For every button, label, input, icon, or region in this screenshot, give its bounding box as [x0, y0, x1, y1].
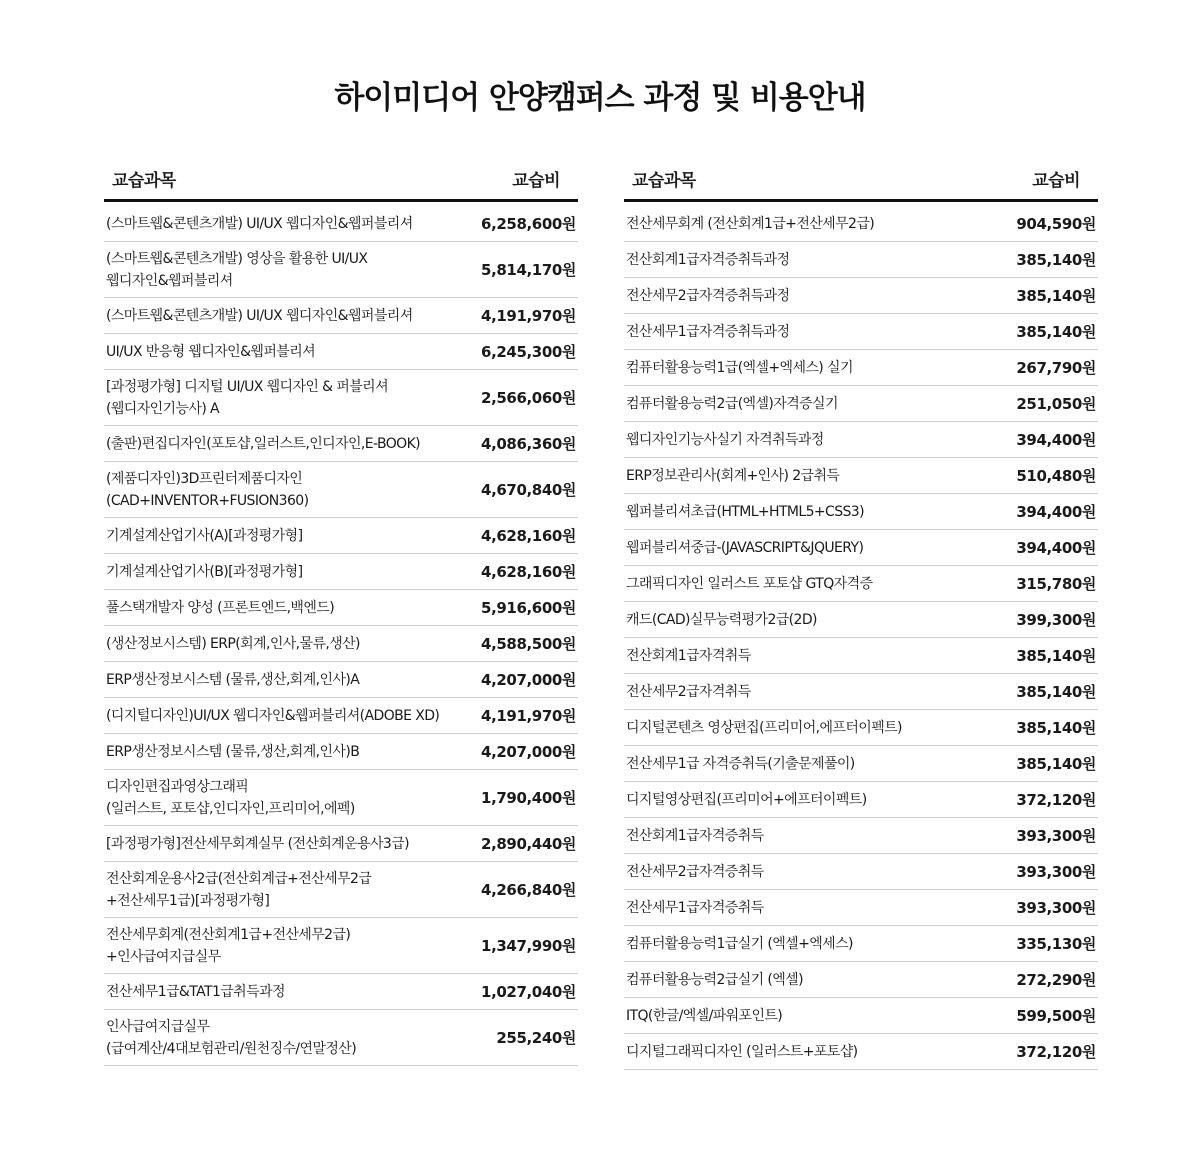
- table-row: [624, 278, 1098, 314]
- table-row: [104, 518, 578, 554]
- course-fee: 510,480원: [1016, 466, 1096, 485]
- table-row: [104, 918, 578, 974]
- course-fee: 315,780원: [1016, 574, 1096, 593]
- course-name: (디지털디자인)UI/UX 웹디자인&웹퍼블리셔(ADOBE XD): [106, 707, 440, 724]
- right-fee-table: [624, 162, 1098, 1070]
- course-name: 컴퓨터활용능력1급실기 (엑셀+엑세스): [626, 935, 853, 952]
- table-row: [104, 1010, 578, 1066]
- course-name: (출판)편집디자인(포토샵,일러스트,인디자인,E-BOOK): [106, 435, 421, 452]
- course-fee: 394,400원: [1016, 430, 1096, 449]
- course-name: 인사급여지급실무 (급여계산/4대보험관리/원천징수/연말정산): [106, 1018, 357, 1057]
- table-row: [624, 890, 1098, 926]
- course-fee: 4,628,160원: [481, 562, 576, 581]
- course-name: 전산회계1급자격증취득과정: [626, 251, 790, 268]
- course-fee: 385,140원: [1016, 286, 1096, 305]
- table-row: [104, 334, 578, 370]
- course-fee: 372,120원: [1016, 1042, 1096, 1061]
- table-row: [624, 926, 1098, 962]
- course-fee: 251,050원: [1016, 394, 1096, 413]
- fee-column-header: 교습비: [512, 171, 560, 191]
- table-row: [104, 862, 578, 918]
- table-row: [624, 854, 1098, 890]
- course-fee: 4,588,500원: [481, 634, 576, 653]
- table-row: [104, 554, 578, 590]
- table-row: [624, 206, 1098, 242]
- course-fee: 272,290원: [1016, 970, 1096, 989]
- table-row: [624, 818, 1098, 854]
- course-name: 기계설계산업기사(A)[과정평가형]: [106, 527, 303, 544]
- table-row: [104, 698, 578, 734]
- page-title: 하이미디어 안양캠퍼스 과정 및 비용안내: [334, 80, 866, 116]
- course-name: [과정평가형]전산세무회계실무 (전산회계운용사3급): [106, 835, 410, 852]
- course-name: UI/UX 반응형 웹디자인&웹퍼블리셔: [106, 343, 316, 360]
- course-fee: 4,191,970원: [481, 306, 576, 325]
- course-fee: 399,300원: [1016, 610, 1096, 629]
- table-row: [624, 710, 1098, 746]
- course-name: 전산회계운용사2급(전산회계급+전산세무2급 +전산세무1급)[과정평가형]: [106, 870, 372, 909]
- course-fee: 4,628,160원: [481, 526, 576, 545]
- fee-column-header: 교습비: [1032, 171, 1080, 191]
- course-name: 전산세무1급 자격증취득(기출문제풀이): [626, 755, 855, 772]
- course-name: (생산정보시스템) ERP(회계,인사,물류,생산): [106, 635, 360, 652]
- course-name: 디지털콘텐츠 영상편집(프리미어,에프터이펙트): [626, 719, 902, 736]
- course-name: 웹퍼블리셔초급(HTML+HTML5+CSS3): [626, 503, 864, 520]
- table-row: [624, 530, 1098, 566]
- course-name: 컴퓨터활용능력1급(엑셀+엑세스) 실기: [626, 359, 853, 376]
- course-fee: 4,207,000원: [481, 670, 576, 689]
- course-name: 전산세무2급자격증취득과정: [626, 287, 790, 304]
- course-name: 전산세무2급자격취득: [626, 683, 751, 700]
- course-fee: 372,120원: [1016, 790, 1096, 809]
- course-name: 웹디자인기능사실기 자격취득과정: [626, 431, 824, 448]
- course-name: 디지털영상편집(프리미어+에프터이펙트): [626, 791, 867, 808]
- course-fee: 393,300원: [1016, 862, 1096, 881]
- course-name: 웹퍼블리셔중급-(JAVASCRIPT&JQUERY): [626, 539, 864, 556]
- table-row: [624, 350, 1098, 386]
- table-row: [624, 746, 1098, 782]
- course-name: 전산세무회계(전산회계1급+전산세무2급) +인사급여지급실무: [106, 926, 351, 965]
- table-row: [104, 734, 578, 770]
- table-row: [104, 370, 578, 426]
- table-row: [104, 662, 578, 698]
- course-name: 컴퓨터활용능력2급(엑셀)자격증실기: [626, 395, 838, 412]
- course-name: ERP생산정보시스템 (물류,생산,회계,인사)A: [106, 671, 360, 688]
- table-row: [624, 242, 1098, 278]
- course-name: 캐드(CAD)실무능력평가2급(2D): [626, 611, 817, 628]
- left-table-header: [104, 162, 578, 202]
- course-name: ITQ(한글/엑셀/파워포인트): [626, 1007, 783, 1024]
- course-name: ERP정보관리사(회계+인사) 2급취득: [626, 467, 840, 484]
- course-name: (스마트웹&콘텐츠개발) UI/UX 웹디자인&웹퍼블리셔: [106, 307, 413, 324]
- table-row: [624, 998, 1098, 1034]
- table-row: [624, 638, 1098, 674]
- left-fee-table: [104, 162, 578, 1066]
- table-row: [624, 602, 1098, 638]
- table-row: [104, 242, 578, 298]
- course-fee: 393,300원: [1016, 898, 1096, 917]
- course-name: 기계설계산업기사(B)[과정평가형]: [106, 563, 303, 580]
- course-fee: 385,140원: [1016, 718, 1096, 737]
- course-name: 그래픽디자인 일러스트 포토샵 GTQ자격증: [626, 575, 873, 592]
- table-row: [624, 674, 1098, 710]
- table-row: [104, 590, 578, 626]
- table-row: [104, 826, 578, 862]
- left-table-body: [104, 206, 578, 1066]
- course-fee: 5,916,600원: [481, 598, 576, 617]
- course-fee: 385,140원: [1016, 322, 1096, 341]
- table-row: [104, 206, 578, 242]
- course-fee: 6,258,600원: [481, 214, 576, 233]
- table-row: [624, 458, 1098, 494]
- course-fee: 599,500원: [1016, 1006, 1096, 1025]
- table-row: [624, 494, 1098, 530]
- course-fee: 385,140원: [1016, 646, 1096, 665]
- table-row: [624, 782, 1098, 818]
- table-row: [104, 626, 578, 662]
- course-name: 전산세무1급&TAT1급취득과정: [106, 983, 285, 1000]
- course-name: [과정평가형] 디지털 UI/UX 웹디자인 & 퍼블리셔 (웹디자인기능사) A: [106, 378, 389, 417]
- course-fee: 255,240원: [496, 1028, 576, 1047]
- course-name: 전산세무1급자격증취득: [626, 899, 764, 916]
- course-name: 전산세무1급자격증취득과정: [626, 323, 790, 340]
- course-fee: 4,207,000원: [481, 742, 576, 761]
- table-row: [624, 386, 1098, 422]
- course-fee: 6,245,300원: [481, 342, 576, 361]
- course-fee: 2,566,060원: [481, 388, 576, 407]
- course-fee: 267,790원: [1016, 358, 1096, 377]
- course-fee: 1,027,040원: [481, 982, 576, 1001]
- right-table-body: [624, 206, 1098, 1070]
- course-name: (스마트웹&콘텐츠개발) 영상을 활용한 UI/UX 웹디자인&웹퍼블리셔: [106, 250, 368, 289]
- course-fee: 1,347,990원: [481, 936, 576, 955]
- course-name: 디자인편집과영상그래픽 (일러스트, 포토샵,인디자인,프리미어,에펙): [106, 778, 355, 817]
- table-row: [104, 974, 578, 1010]
- course-fee: 1,790,400원: [481, 788, 576, 807]
- course-fee: 5,814,170원: [481, 260, 576, 279]
- table-row: [624, 566, 1098, 602]
- subject-column-header: 교습과목: [112, 171, 176, 191]
- course-fee: 4,266,840원: [481, 880, 576, 899]
- course-name: 풀스택개발자 양성 (프론트엔드,백엔드): [106, 599, 335, 616]
- table-row: [624, 314, 1098, 350]
- subject-column-header: 교습과목: [632, 171, 696, 191]
- table-row: [624, 422, 1098, 458]
- course-fee: 2,890,440원: [481, 834, 576, 853]
- course-fee: 4,191,970원: [481, 706, 576, 725]
- course-name: 컴퓨터활용능력2급실기 (엑셀): [626, 971, 803, 988]
- course-fee: 4,670,840원: [481, 480, 576, 499]
- course-fee: 385,140원: [1016, 250, 1096, 269]
- course-name: ERP생산정보시스템 (물류,생산,회계,인사)B: [106, 743, 360, 760]
- course-fee: 4,086,360원: [481, 434, 576, 453]
- course-name: 전산세무회계 (전산회계1급+전산세무2급): [626, 215, 875, 232]
- table-row: [104, 462, 578, 518]
- table-row: [104, 298, 578, 334]
- course-fee: 385,140원: [1016, 754, 1096, 773]
- course-fee: 393,300원: [1016, 826, 1096, 845]
- right-table-header: [624, 162, 1098, 202]
- course-name: 디지털그래픽디자인 (일러스트+포토샵): [626, 1043, 858, 1060]
- course-fee: 904,590원: [1016, 214, 1096, 233]
- course-name: (제품디자인)3D프린터제품디자인 (CAD+INVENTOR+FUSION360): [106, 470, 309, 509]
- course-fee: 394,400원: [1016, 538, 1096, 557]
- table-row: [104, 770, 578, 826]
- course-fee: 394,400원: [1016, 502, 1096, 521]
- table-row: [104, 426, 578, 462]
- course-fee: 335,130원: [1016, 934, 1096, 953]
- course-name: (스마트웹&콘텐츠개발) UI/UX 웹디자인&웹퍼블리셔: [106, 215, 413, 232]
- table-row: [624, 1034, 1098, 1070]
- course-name: 전산세무2급자격증취득: [626, 863, 764, 880]
- table-row: [624, 962, 1098, 998]
- course-name: 전산회계1급자격증취득: [626, 827, 764, 844]
- course-fee: 385,140원: [1016, 682, 1096, 701]
- course-name: 전산회계1급자격취득: [626, 647, 751, 664]
